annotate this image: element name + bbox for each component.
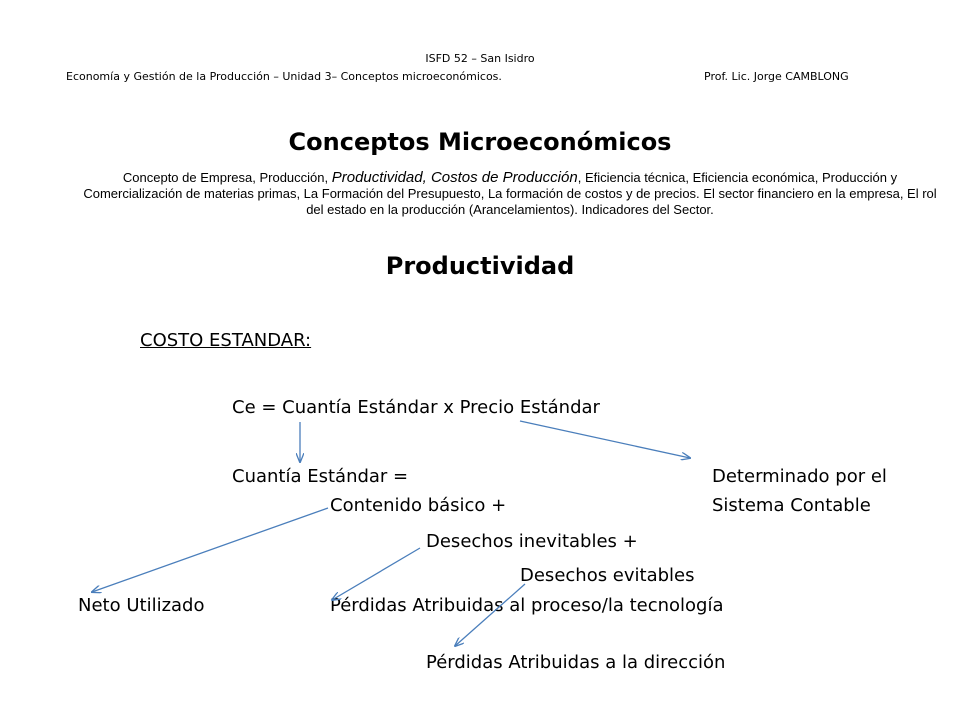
topics-part-2: , Eficiencia técnica, Eficiencia económica, Producción y Comercialización de materias primas, La Formación del Presupuesto, La formación de costos y de precios. El sector financiero en la empresa, El rol del estado en la producción (Arancelamientos). Indicadores del Sector. [83,170,937,217]
cuantia-text: Cuantía Estándar = [232,466,409,487]
desechos-evitables-text: Desechos evitables [520,565,695,586]
determinado-text: Determinado por el [712,466,887,487]
institution-header: ISFD 52 – San Isidro [425,52,535,65]
desechos-inevitables-text: Desechos inevitables + [426,531,638,552]
topics-part-1: Concepto de Empresa, Producción, [122,170,332,185]
arrow-precio [520,421,690,458]
sistema-contable-text: Sistema Contable [712,495,871,516]
perdidas-proceso-text: Pérdidas Atribuidas al proceso/la tecnología [330,595,724,616]
topics-emphasis: Productividad, Costos de Producción [331,169,578,186]
costo-estandar-heading: COSTO ESTANDAR: [140,330,312,351]
neto-utilizado-text: Neto Utilizado [78,595,205,616]
formula-text: Ce = Cuantía Estándar x Precio Estándar [232,397,600,418]
professor-header: Prof. Lic. Jorge CAMBLONG [704,70,849,83]
arrow-neto [92,508,328,592]
arrow-proceso [332,548,420,600]
page-title: Conceptos Microeconómicos [288,128,672,156]
arrow-direccion [455,584,525,646]
course-header: Economía y Gestión de la Producción – Unidad 3– Conceptos microeconómicos. [66,70,502,83]
section-title: Productividad [385,252,575,280]
perdidas-direccion-text: Pérdidas Atribuidas a la dirección [426,652,726,673]
contenido-basico-text: Contenido básico + [330,495,507,516]
